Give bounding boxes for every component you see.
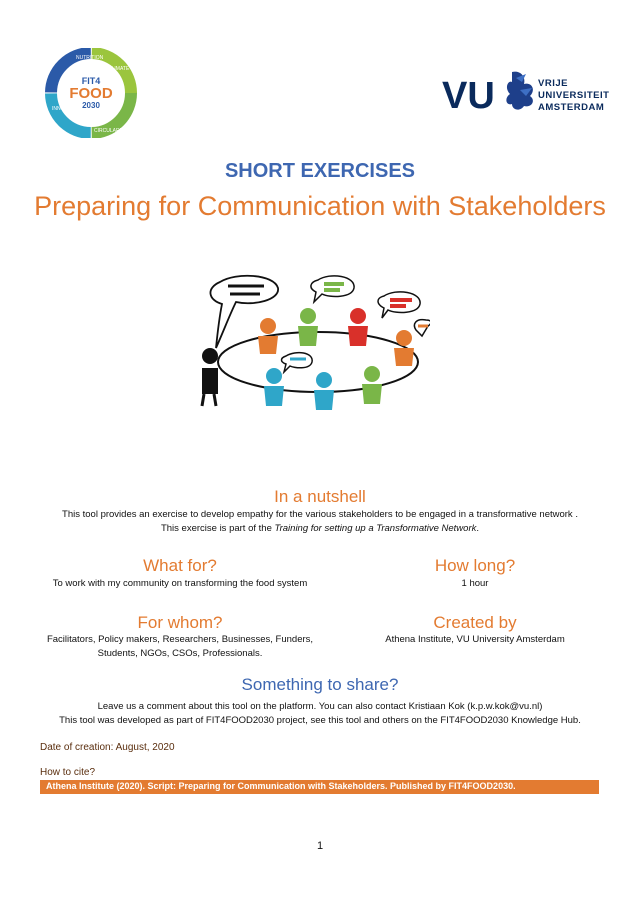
how-long-text: 1 hour xyxy=(461,578,489,589)
ring-word-climate: CLIMATE xyxy=(108,66,130,72)
citation-text: Athena Institute (2020). Script: Preparing for Communication with Stakeholders. Published by FIT4FOOD2030. xyxy=(46,781,516,791)
for-whom-text xyxy=(40,633,320,661)
vu-line3: AMSTERDAM xyxy=(538,102,605,113)
nutshell-line1: This tool provides an exercise to develop empathy for the various stakeholders to be engaged in a transformative network . xyxy=(62,509,578,520)
training-title: Training for setting up a Transformative Network xyxy=(274,523,477,534)
logo-fit4: FIT4 xyxy=(81,76,101,86)
short-exercises-kicker: SHORT EXERCISES xyxy=(224,160,416,182)
nutshell-text xyxy=(0,508,640,536)
stakeholders-table-illustration xyxy=(190,270,430,430)
vu-line1: VRIJE xyxy=(538,78,568,89)
for-whom-line2: Students, NGOs, CSOs, Professionals. xyxy=(97,648,263,659)
ring-word-innovation: INNOVATION xyxy=(52,106,83,112)
logo-food: FOOD xyxy=(69,85,113,102)
share-line1: Leave us a comment about this tool on the platform. You can also contact Kristiaan Kok (k.p.w.kok@vu.nl) xyxy=(97,701,543,712)
for-whom-line1: Facilitators, Policy makers, Researchers, Businesses, Funders, xyxy=(46,634,314,645)
citation-bar xyxy=(40,780,599,794)
created-by-heading: Created by xyxy=(433,613,517,632)
how-long-heading: How long? xyxy=(434,556,516,575)
vu-line2: UNIVERSITEIT xyxy=(538,90,610,101)
nutshell-line2 xyxy=(0,522,640,536)
for-whom-heading: For whom? xyxy=(137,613,223,632)
nutshell-line2-prefix: This exercise is part of the xyxy=(160,523,275,534)
how-to-cite-label: How to cite? xyxy=(40,767,96,778)
nutshell-line2-suffix: . xyxy=(476,523,480,534)
share-line2: This tool was developed as part of FIT4FOOD2030 project, see this tool and others on the FIT4FOOD2030 Knowledge Hub. xyxy=(59,715,581,726)
nutshell-heading: In a nutshell xyxy=(274,487,366,506)
vu-amsterdam-logo xyxy=(440,66,620,116)
share-text xyxy=(0,700,640,728)
what-for-text: To work with my community on transforming the food system xyxy=(52,578,308,589)
what-for-heading: What for? xyxy=(143,556,217,575)
vu-mark: VU xyxy=(442,75,495,116)
logo-2030: 2030 xyxy=(82,101,100,110)
page-number: 1 xyxy=(316,840,324,852)
something-to-share-heading: Something to share? xyxy=(241,675,399,694)
created-by-text: Athena Institute, VU University Amsterdam xyxy=(385,634,565,645)
griffin-icon xyxy=(506,72,533,110)
ring-word-circularity: CIRCULARITY xyxy=(94,128,128,134)
fit4food2030-logo xyxy=(42,48,140,138)
page-title: Preparing for Communication with Stakeholders xyxy=(34,191,606,221)
ring-word-nutrition: NUTRITION xyxy=(76,55,104,61)
date-of-creation: Date of creation: August, 2020 xyxy=(40,742,175,753)
